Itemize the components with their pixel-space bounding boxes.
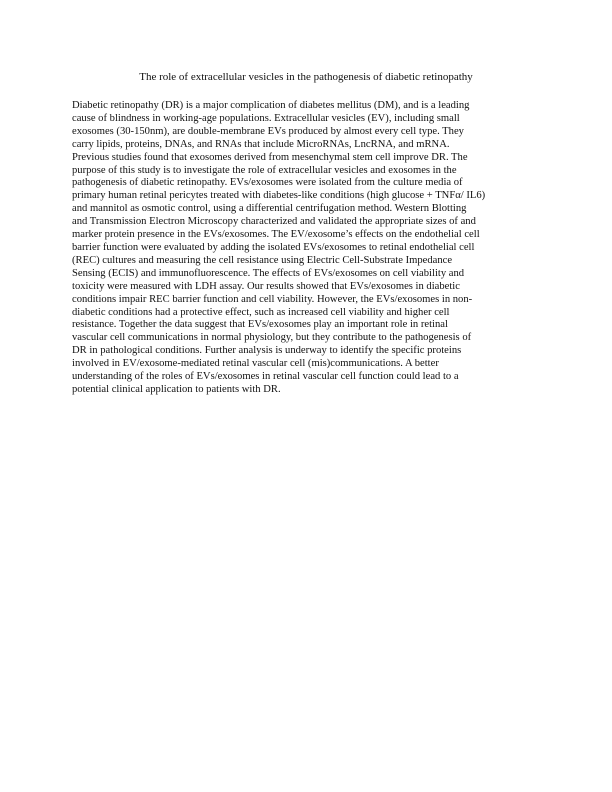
abstract-line: conditions impair REC barrier function and cell viability. However, the EVs/exosomes in non-	[72, 293, 473, 305]
abstract-line: carry lipids, proteins, DNAs, and RNAs that include MicroRNAs, LncRNA, and mRNA.	[72, 138, 450, 150]
abstract-line: diabetic conditions had a protective effect, such as increased cell viability and higher cell	[72, 306, 450, 318]
abstract-line: barrier function were evaluated by adding the isolated EVs/exosomes to retinal endothelial cell	[72, 241, 475, 253]
abstract-line: toxicity were measured with LDH assay. Our results showed that EVs/exosomes in diabetic	[72, 280, 460, 292]
abstract-line: purpose of this study is to investigate the role of extracellular vesicles and exosomes in the	[72, 164, 457, 176]
abstract-line: involved in EV/exosome-mediated retinal vascular cell (mis)communications. A better	[72, 358, 439, 370]
abstract-line: potential clinical application to patients with DR.	[72, 383, 281, 395]
abstract-line: cause of blindness in working-age populations. Extracellular vesicles (EV), including small	[72, 112, 460, 124]
abstract-line: primary human retinal pericytes treated with diabetes-like conditions (high glucose + TNFα/ IL6)	[72, 190, 486, 202]
abstract-line: (REC) cultures and measuring the cell resistance using Electric Cell-Substrate Impedance	[72, 254, 453, 266]
abstract-line: vascular cell communications in normal physiology, but they contribute to the pathogenesis of	[72, 332, 472, 344]
abstract-line: understanding of the roles of EVs/exosomes in retinal vascular cell function could lead to a	[72, 371, 459, 383]
document-title: The role of extracellular vesicles in the pathogenesis of diabetic retinopathy	[139, 71, 473, 83]
abstract-paragraph	[72, 100, 552, 397]
abstract-line: pathogenesis of diabetic retinopathy. EVs/exosomes were isolated from the culture media of	[72, 177, 463, 189]
abstract-line: and Transmission Electron Microscopy characterized and validated the appropriate sizes of and	[72, 216, 476, 228]
abstract-line: exosomes (30-150nm), are double-membrane EVs produced by almost every cell type. They	[72, 125, 464, 137]
abstract-line: Sensing (ECIS) and immunofluorescence. The effects of EVs/exosomes on cell viability and	[72, 267, 465, 279]
abstract-line: Previous studies found that exosomes derived from mesenchymal stem cell improve DR. The	[72, 151, 468, 163]
abstract-line: and mannitol as osmotic control, using a differential centrifugation method. Western Blotting	[72, 203, 467, 215]
abstract-line: marker protein presence in the EVs/exosomes. The EV/exosome’s effects on the endothelial cell	[72, 229, 480, 241]
abstract-line: DR in pathological conditions. Further analysis is underway to identify the specific proteins	[72, 345, 462, 357]
abstract-line: Diabetic retinopathy (DR) is a major complication of diabetes mellitus (DM), and is a leading	[72, 100, 470, 111]
abstract-line: resistance. Together the data suggest that EVs/exosomes play an important role in retinal	[72, 319, 448, 331]
